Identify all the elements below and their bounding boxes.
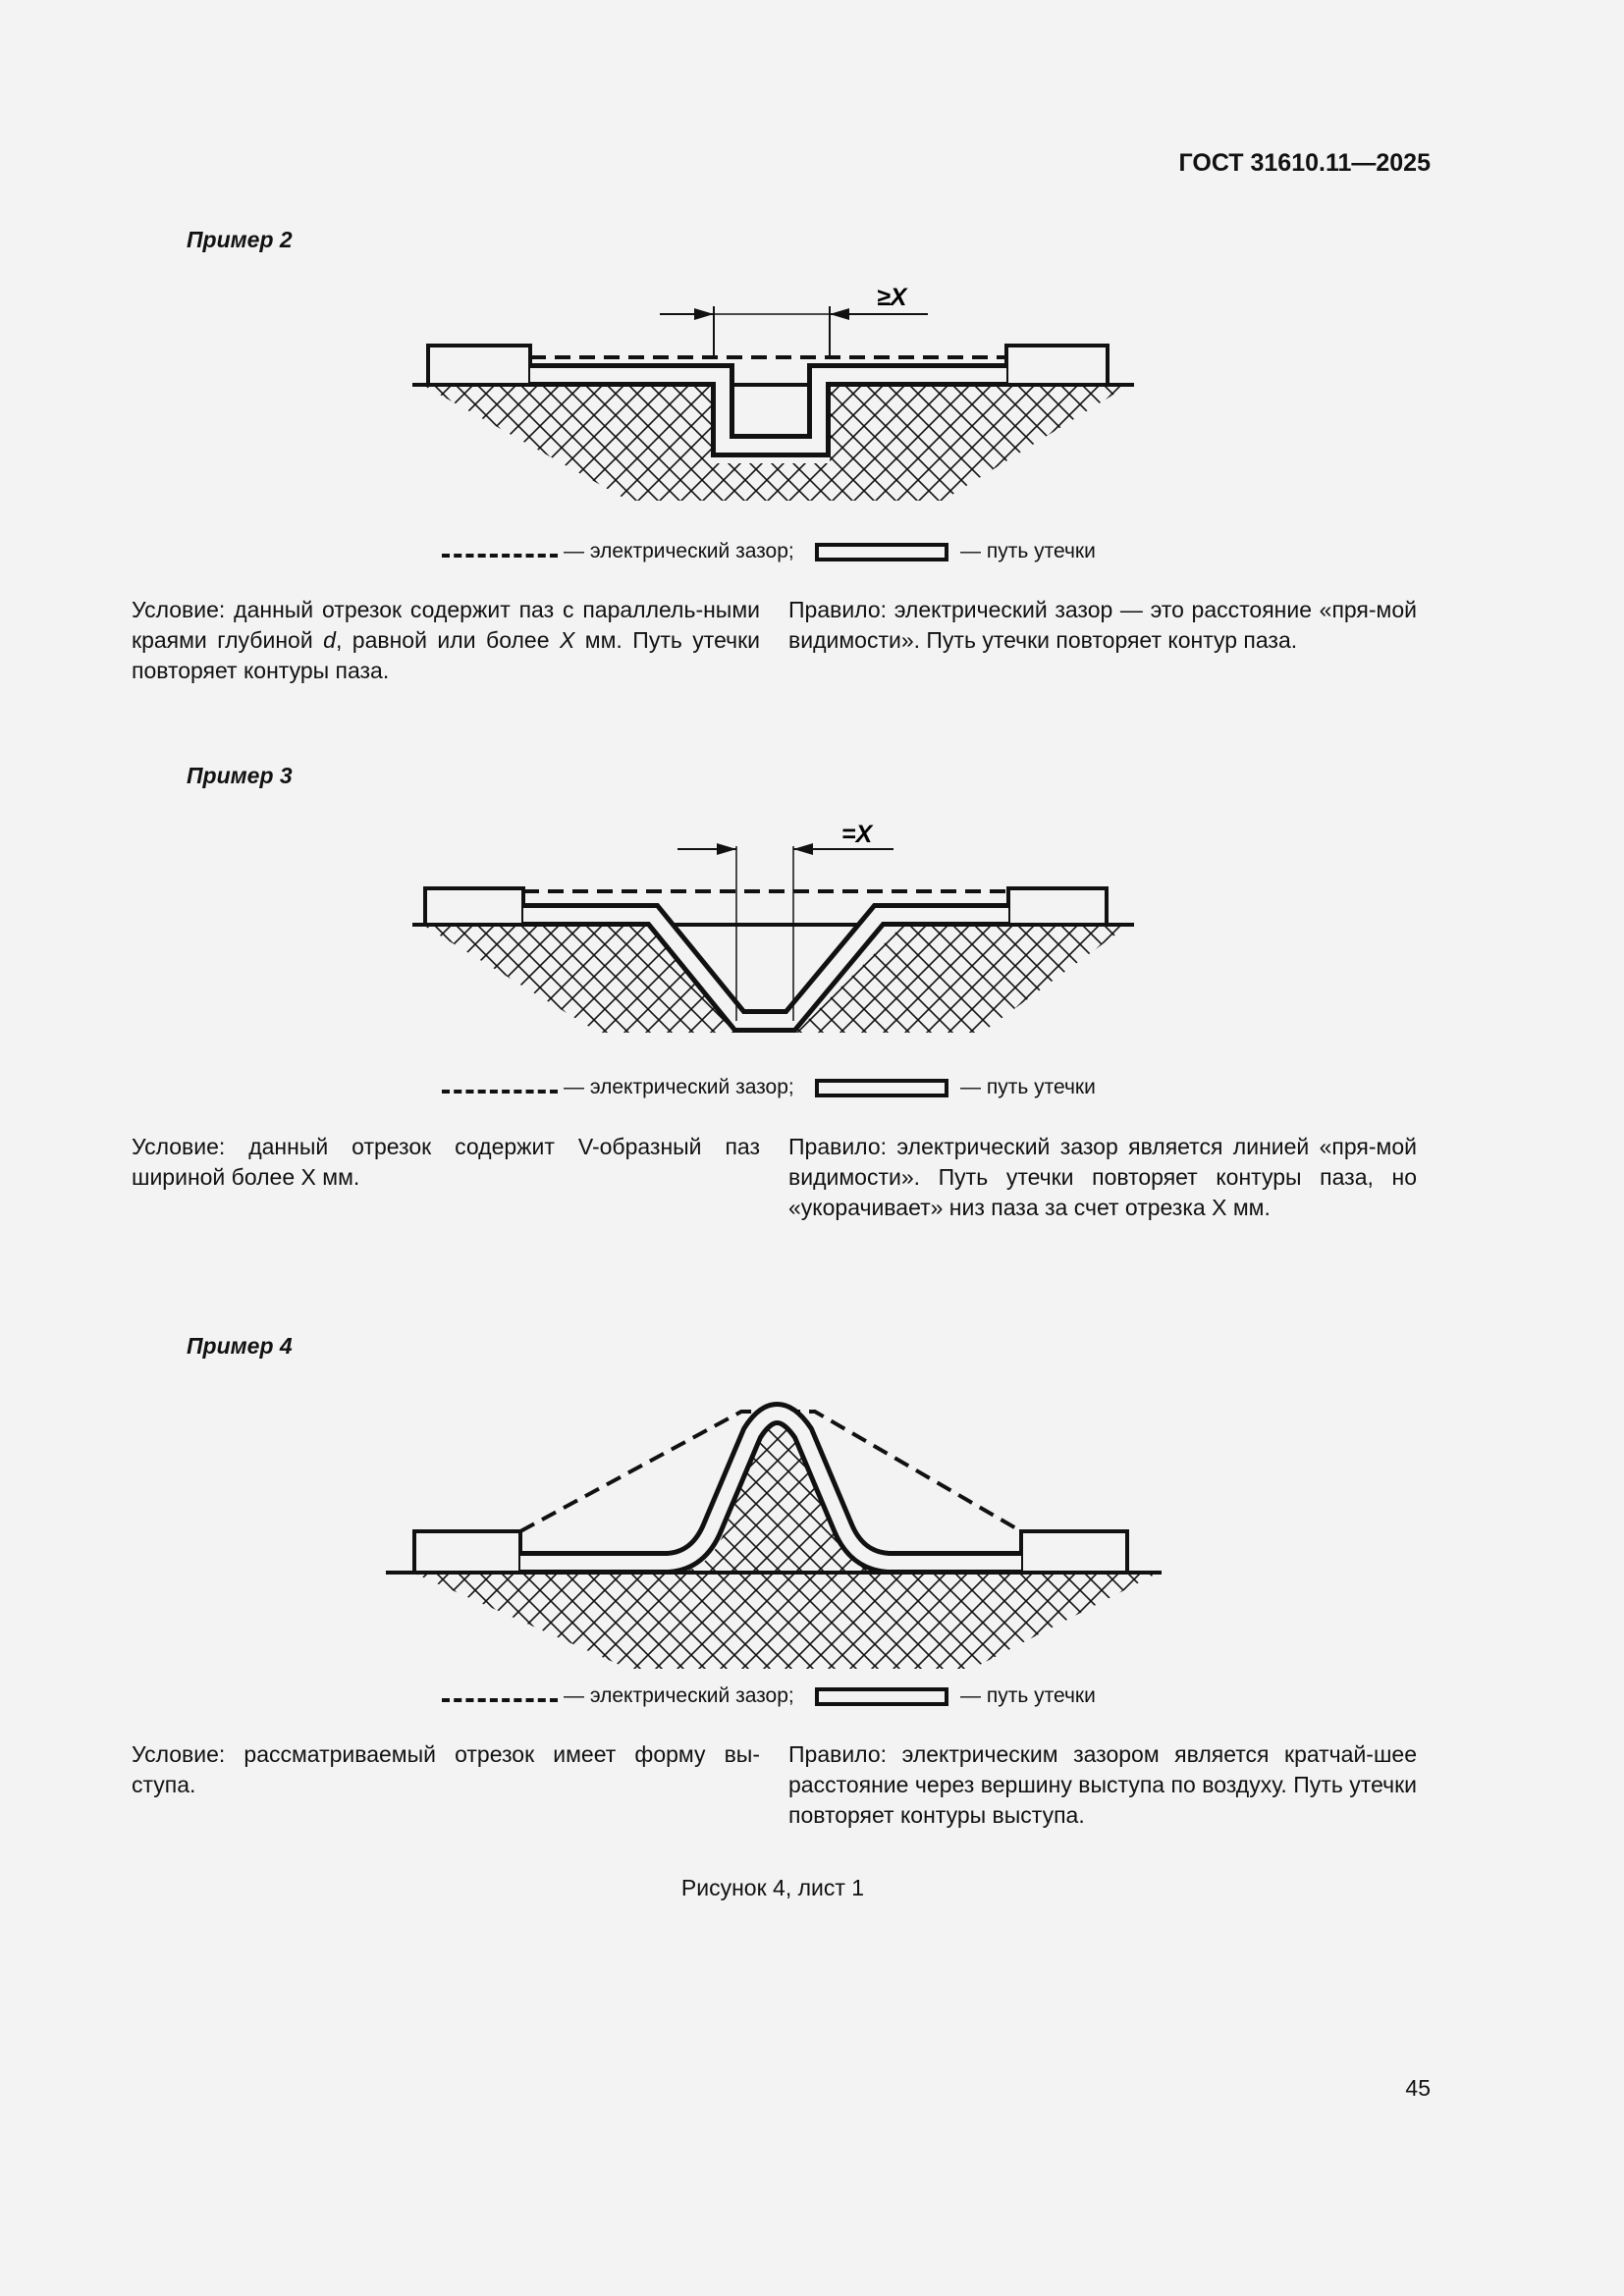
example-2-dim-label: ≥X [877,284,907,311]
example-3-dim-label: =X [841,821,873,848]
example-4-rule: Правило: электрическим зазором является кратчай-шее расстояние через вершину выступа по воздуху. Путь утечки повторяет контуры выступа. [788,1741,1417,1828]
example-4-title: Пример 4 [187,1333,293,1359]
example-3-legend [442,1076,1129,1105]
right-block [1021,1531,1127,1573]
legend-box-icon [815,1079,948,1097]
document-header: ГОСТ 31610.11—2025 [1178,149,1431,177]
example-4-figure [0,1374,1624,1669]
example-2-rule: Правило: электрический зазор — это расстояние «пря-мой видимости». Путь утечки повторяет контур паза. [788,597,1417,653]
legend-creepage-label: — путь утечки [960,1684,1096,1707]
example-3-title: Пример 3 [187,763,293,788]
example-3-rule: Правило: электрический зазор является линией «пря-мой видимости». Путь утечки повторяет контуры паза, но «укорачивает» низ паза за счет отрезка Х мм. [788,1134,1417,1220]
example-2-legend [442,540,1129,569]
example-4-legend [442,1684,1129,1714]
example-2-figure [0,275,1624,510]
legend-clearance-label: — электрический зазор; [564,1684,794,1707]
legend-box-icon [815,543,948,561]
example-2-title: Пример 2 [187,227,293,252]
left-block [425,888,523,925]
example-4-condition: Условие: рассматриваемый отрезок имеет форму вы-ступа. [132,1741,760,1797]
example-3-figure [0,815,1624,1041]
right-block [1006,346,1108,385]
legend-dash-icon [442,554,558,558]
legend-creepage-label: — путь утечки [960,1076,1096,1098]
right-block [1008,888,1107,925]
left-block [428,346,530,385]
legend-creepage-label: — путь утечки [960,540,1096,562]
page-number: 45 [1405,2075,1431,2101]
legend-dash-icon [442,1698,558,1702]
legend-clearance-label: — электрический зазор; [564,1076,794,1098]
legend-box-icon [815,1687,948,1706]
figure-caption: Рисунок 4, лист 1 [680,1875,865,1900]
legend-dash-icon [442,1090,558,1094]
example-2-condition: Условие: данный отрезок содержит паз с параллель-ными краями глубиной d, равной или более X мм. Путь утечки повторяет контуры паза. [132,597,761,683]
left-block [414,1531,520,1573]
legend-clearance-label: — электрический зазор; [564,540,794,562]
example-3-condition: Условие: данный отрезок содержит V-образный паз шириной более Х мм. [132,1134,760,1190]
